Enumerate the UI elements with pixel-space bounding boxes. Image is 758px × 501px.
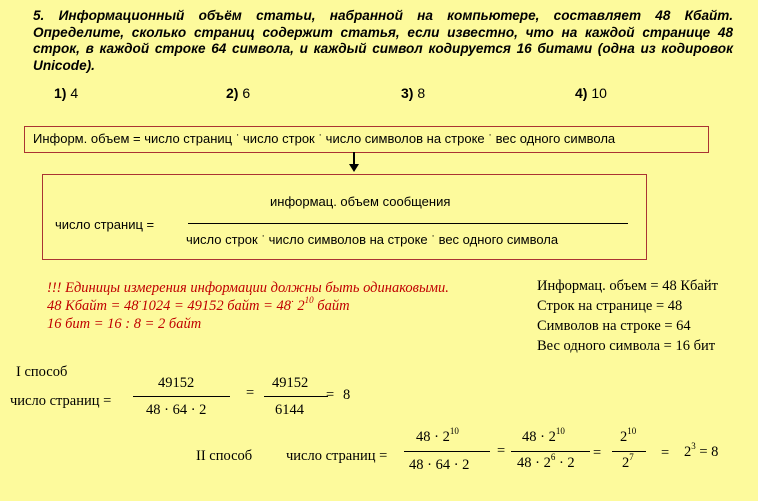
method1-lhs: число страниц = [10,393,112,409]
pages-formula-numerator: информац. объем сообщения [270,194,451,209]
method1-eq1: = [246,385,255,401]
method2-f3-den: $2^7$ [622,452,634,471]
given-symbol-weight: Вес одного символа = 16 бит [537,338,716,354]
method2-eq2: = [593,445,602,461]
pages-formula-lhs: число страниц = [55,217,155,232]
method2-lhs: число страниц = [286,448,388,464]
answer-option-3: 3) 8 [401,85,426,101]
method2-result: $2^3 = 8$ [684,441,719,460]
method2-f1-den: 48 · 64 · 2 [409,457,470,473]
volume-formula: Информ. объем = число страниц · число строк · число символов на строке · вес одного символа [33,129,616,146]
problem-statement: 5. Информационный объём статьи, набранной на компьютере, составляет 48 Кбайт. Определите, сколько страниц содержит статья, если известно, что на каждой странице 48 строк, в каждой строке 64 символа, и каждый символ кодируется 16 битами (одна из кодировок Unicode). [33,8,733,73]
method1-result: 8 [343,387,351,403]
fraction-line [133,396,230,397]
method2-f1-num: $48 \cdot 2^{10}$ [416,426,459,445]
volume-formula-box [24,126,709,153]
method1-title: I способ [16,364,68,380]
answer-option-4: 4) 10 [575,85,607,101]
units-warning: !!! Единицы измерения информации должны быть одинаковыми. [47,280,449,296]
kbyte-conversion: 48 Кбайт = 48·1024 = 49152 байт = 48· $2^{10}$ байт [47,295,350,314]
given-symbols: Символов на строке = 64 [537,318,691,334]
answer-option-2: 2) 6 [226,85,251,101]
method1-frac1-den: 48 · 64 · 2 [146,402,207,418]
method2-f2-den: $48 \cdot 2^6 \cdot 2$ [517,452,575,471]
fraction-line [188,223,628,224]
method1-eq2: = [326,387,335,403]
method2-f3-num: $2^{10}$ [620,426,637,445]
method2-title: II способ [196,448,253,464]
fraction-line [264,396,328,397]
answer-option-1: 1) 4 [54,85,79,101]
method1-frac2-num: 49152 [272,375,309,391]
method2-eq3: = [661,445,670,461]
given-lines: Строк на странице = 48 [537,298,683,314]
pages-formula-denominator: число строк · число символов на строке · вес одного символа [186,230,559,247]
method2-eq1: = [497,443,506,459]
arrow-head-icon [349,164,359,172]
fraction-line [404,451,490,452]
method2-f2-num: $48 \cdot 2^{10}$ [522,426,565,445]
given-volume: Информац. объем = 48 Кбайт [537,278,718,294]
given-data [537,276,718,356]
pages-formula-box [42,174,647,260]
method1-frac1-num: 49152 [158,375,195,391]
method1-frac2-den: 6144 [275,402,304,418]
bit-conversion: 16 бит = 16 : 8 = 2 байт [47,316,202,332]
